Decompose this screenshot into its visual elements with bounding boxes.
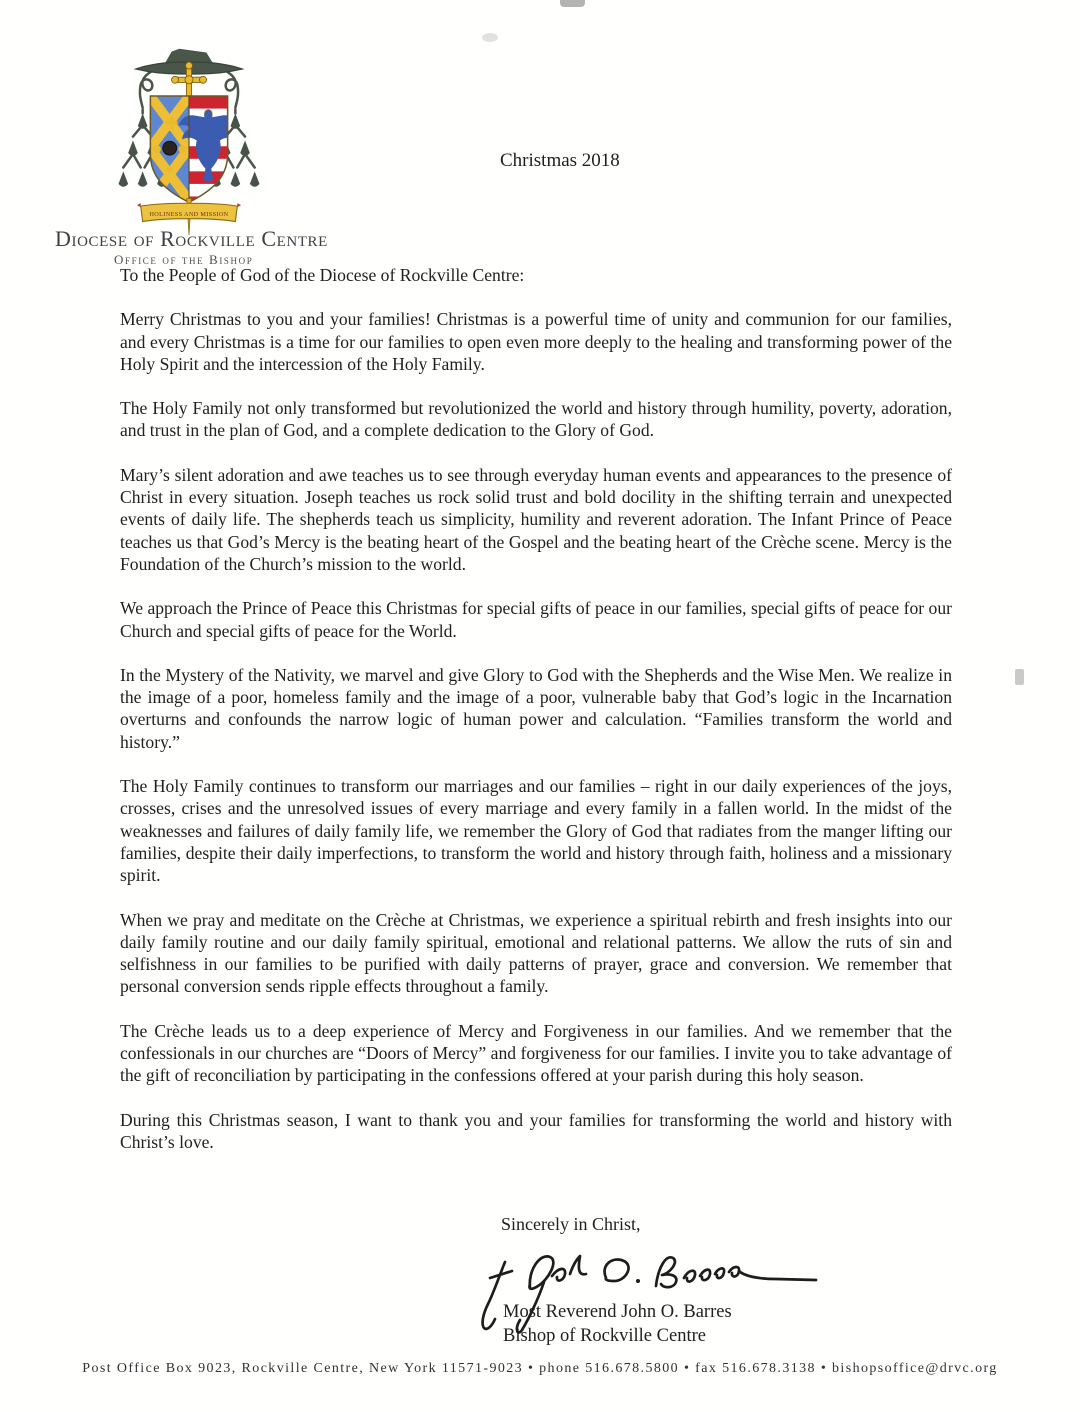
date-line: Christmas 2018 (500, 150, 620, 171)
scan-artifact (1015, 669, 1024, 685)
scan-artifact (482, 33, 498, 42)
footer-contact-line: Post Office Box 9023, Rockville Centre, New York 11571-9023 • phone 516.678.5800 • fax 516.678.3138 • bishopsoffice@drvc.org (82, 1361, 998, 1376)
paragraph: Mary’s silent adoration and awe teaches us to see through everyday human events and appearances to the presence of Christ in every situation. Joseph teaches us rock solid trust and bold docility in the shifting terrain and unexpected events of daily life. The shepherds teach us simplicity, humility and reverent adoration. The Infant Prince of Peace teaches us that God’s Mercy is the beating heart of the Gospel and the beating heart of the Crèche scene. Mercy is the Foundation of the Church’s mission to the world. (120, 464, 952, 574)
letterhead-organization: Diocese of Rockville Centre (55, 226, 328, 251)
signer-title: Bishop of Rockville Centre (503, 1326, 706, 1346)
paragraph: We approach the Prince of Peace this Christmas for special gifts of peace in our families, special gifts of peace for our Church and special gifts of peace for the World. (120, 598, 952, 641)
paragraph: In the Mystery of the Nativity, we marvel and give Glory to God with the Shepherds and the Wise Men. We realize in the image of a poor, homeless family and the image of a poor, vulnerable baby that God’s logic in the Incarnation overturns and confounds the narrow logic of human power and calculation. “Families transform the world and history.” (120, 664, 952, 752)
paragraph: The Holy Family not only transformed but revolutionized the world and history through humility, poverty, adoration, and trust in the plan of God, and a complete dedication to the Glory of God. (120, 398, 952, 441)
handwritten-signature-icon (478, 1240, 823, 1340)
shield-icon (150, 96, 238, 204)
diocese-coat-of-arms-icon (90, 40, 288, 238)
letter-body (120, 264, 952, 1175)
paragraph: The Crèche leads us to a deep experience of Mercy and Forgiveness in our families. And we remember that the confessionals in our churches are “Doors of Mercy” and forgiveness for our families. I invite you to take advantage of the gift of reconciliation by participating in the confessions offered at your parish during this holy season. (120, 1020, 952, 1086)
valediction: Sincerely in Christ, (501, 1214, 641, 1234)
paragraph: Merry Christmas to you and your families! Christmas is a powerful time of unity and communion for our families, and every Christmas is a time for our families to open even more deeply to the healing and transforming power of the Holy Spirit and the intercession of the Holy Family. (120, 309, 952, 374)
letterhead-office: Office of the Bishop (114, 252, 254, 267)
crest-motto: HOLINESS AND MISSION (149, 210, 229, 218)
paragraph: When we pray and meditate on the Crèche at Christmas, we experience a spiritual rebirth and fresh insights into our daily family routine and our daily family spiritual, emotional and relational patterns. We allow the ruts of sin and selfishness in our families to be purified with daily patterns of prayer, grace and conversion. We remember that personal conversion sends ripple effects throughout a family. (120, 909, 952, 997)
signer-name: Most Reverend John O. Barres (503, 1302, 732, 1322)
paragraph: The Holy Family continues to transform our marriages and our families – right in our daily experiences of the joys, crosses, crises and the unresolved issues of every marriage and every family in a fallen world. In the midst of the weaknesses and failures of daily family life, we remember the Glory of God that radiates from the manger lifting our families, despite their daily imperfections, to transform the world and history through faith, holiness and a missionary spirit. (120, 776, 952, 886)
salutation: To the People of God of the Diocese of Rockville Centre: (120, 265, 525, 285)
motto-scroll-icon (137, 203, 241, 221)
scan-artifact (560, 0, 585, 7)
paragraph: During this Christmas season, I want to thank you and your families for transforming the world and history with Christ’s love. (120, 1109, 952, 1152)
